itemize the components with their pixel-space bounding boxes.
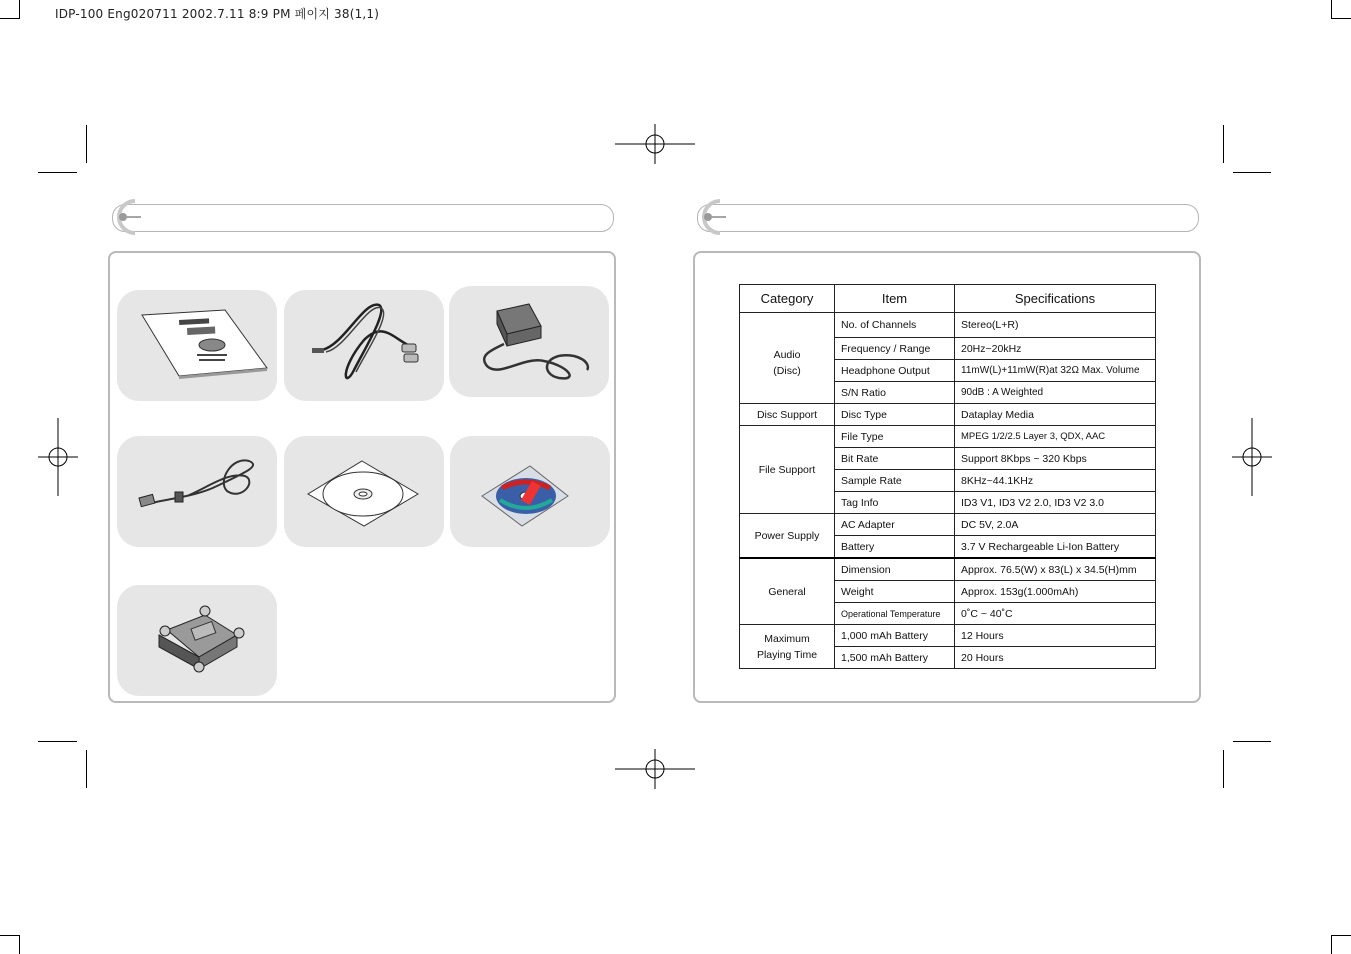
item-cell: Weight [835, 581, 955, 603]
right-section-bullet-icon [688, 197, 726, 235]
item-cell: Sample Rate [835, 470, 955, 492]
cd-disc-icon [284, 436, 444, 547]
item-cell: Frequency / Range [835, 338, 955, 360]
spec-cell: 20 Hours [955, 647, 1156, 669]
spec-cell: Support 8Kbps ~ 320 Kbps [955, 448, 1156, 470]
accessory-tile-audio-cable [284, 290, 444, 401]
item-cell: Dimension [835, 558, 955, 581]
registration-mark-right [1232, 418, 1272, 496]
item-cell: Battery [835, 536, 955, 559]
print-header: IDP-100 Eng020711 2002.7.11 8:9 PM 페이지 38(1,1) [55, 7, 380, 21]
spec-cell: ID3 V1, ID3 V2 2.0, ID3 V2 3.0 [955, 492, 1156, 514]
manual-booklet-icon [117, 290, 277, 401]
spec-cell: Approx. 153g(1.000mAh) [955, 581, 1156, 603]
spec-cell: 11mW(L)+11mW(R)at 32Ω Max. Volume [955, 360, 1156, 382]
spec-cell: MPEG 1/2/2.5 Layer 3, QDX, AAC [955, 426, 1156, 448]
table-row [740, 426, 1156, 448]
accessory-tile-manual [117, 290, 277, 401]
table-row [740, 404, 1156, 426]
registration-mark-top [615, 124, 695, 164]
item-cell: Tag Info [835, 492, 955, 514]
dataplay-disc-icon [450, 436, 610, 547]
header-category: Category [740, 285, 835, 313]
category-maximum-playing-time: Maximum Playing Time [740, 625, 835, 669]
left-section-bullet-icon [103, 197, 141, 235]
cradle-stand-icon [117, 585, 277, 696]
spec-cell: DC 5V, 2.0A [955, 514, 1156, 536]
spec-cell: Dataplay Media [955, 404, 1156, 426]
table-header-row [740, 285, 1156, 313]
item-cell: 1,000 mAh Battery [835, 625, 955, 647]
spec-cell: Approx. 76.5(W) x 83(L) x 34.5(H)mm [955, 558, 1156, 581]
category-power-supply: Power Supply [740, 514, 835, 559]
item-cell: S/N Ratio [835, 382, 955, 404]
spec-cell: 8KHz~44.1KHz [955, 470, 1156, 492]
item-cell: Disc Type [835, 404, 955, 426]
table-row [740, 514, 1156, 536]
spec-cell: 20Hz~20kHz [955, 338, 1156, 360]
item-cell: File Type [835, 426, 955, 448]
header-item: Item [835, 285, 955, 313]
item-cell: Bit Rate [835, 448, 955, 470]
left-section-bar [112, 204, 614, 232]
spec-cell: Stereo(L+R) [955, 313, 1156, 338]
category-audio: Audio (Disc) [740, 313, 835, 404]
header-specifications: Specifications [955, 285, 1156, 313]
table-row [740, 625, 1156, 647]
item-cell: No. of Channels [835, 313, 955, 338]
usb-cable-icon [117, 436, 277, 547]
specifications-table [739, 284, 1156, 669]
spec-cell: 12 Hours [955, 625, 1156, 647]
ac-adapter-icon [449, 286, 609, 397]
accessory-tile-usb-cable [117, 436, 277, 547]
spec-cell: 0˚C ~ 40˚C [955, 603, 1156, 625]
category-file-support: File Support [740, 426, 835, 514]
table-row [740, 313, 1156, 338]
registration-mark-bottom [615, 749, 695, 789]
category-general: General [740, 558, 835, 625]
spec-cell: 3.7 V Rechargeable Li-Ion Battery [955, 536, 1156, 559]
registration-mark-left [38, 418, 78, 496]
right-section-bar [697, 204, 1199, 232]
item-cell: Operational Temperature [835, 603, 955, 625]
spec-cell: 90dB : A Weighted [955, 382, 1156, 404]
item-cell: AC Adapter [835, 514, 955, 536]
category-disc-support: Disc Support [740, 404, 835, 426]
audio-cable-icon [284, 290, 444, 401]
accessory-tile-ac-adapter [449, 286, 609, 397]
table-row [740, 558, 1156, 581]
item-cell: Headphone Output [835, 360, 955, 382]
accessory-tile-software-cd [284, 436, 444, 547]
accessory-tile-dataplay-media [450, 436, 610, 547]
accessory-tile-cradle [117, 585, 277, 696]
item-cell: 1,500 mAh Battery [835, 647, 955, 669]
